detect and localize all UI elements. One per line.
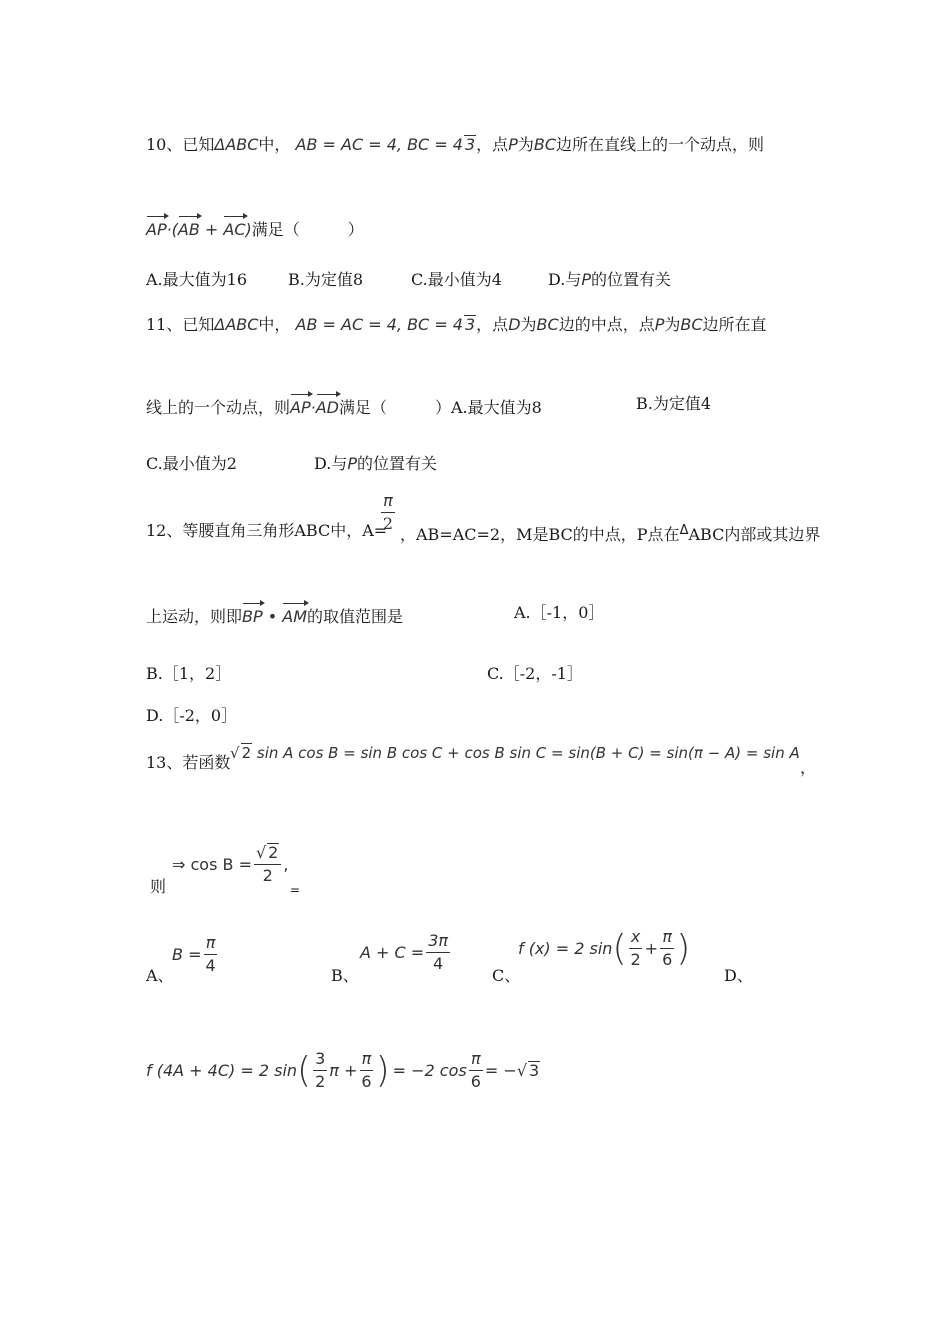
q13-implies: ⇒ cos B = $\frac{√ 2}{2}$ , bbox=[172, 843, 289, 885]
vector-AD: AD bbox=[316, 392, 339, 420]
q12-line2-pre: 上运动，则即 bbox=[146, 607, 243, 626]
q11-option-c: C.最小值为2 bbox=[146, 454, 237, 473]
q13-comma: ， bbox=[800, 758, 817, 777]
q10-option-d: D.与P的位置有关 bbox=[548, 270, 672, 289]
q10-after: ，点 bbox=[476, 135, 509, 154]
q12-mid: ，AB=AC=2，M是BC的中点，P点在 bbox=[400, 525, 680, 544]
vector-AC: AC bbox=[223, 214, 245, 242]
q13-option-b: A + C = $\frac{3\pi}{4}$ bbox=[360, 931, 448, 973]
q11-BC1: BC bbox=[536, 315, 559, 334]
q10-satisfy: 满足（ ） bbox=[251, 220, 364, 239]
q12-option-c: C.［-2，-1］ bbox=[487, 664, 583, 683]
q13-final-expression: f (4A + 4C) = 2 sin ( $\frac{3}{2}$ π + $\frac{\pi}{6}$ ) = −2 cos $\frac{\pi}{6}$ = − √ 3 bbox=[146, 1049, 540, 1091]
q11-mid: 中， bbox=[258, 315, 291, 334]
q11-condition: AB = AC = 4, BC = 4 3 bbox=[295, 315, 476, 334]
q12-line2-post: 的取值范围是 bbox=[307, 607, 404, 626]
q10-sqrt3: 3 bbox=[464, 135, 476, 154]
q10-line2 bbox=[146, 214, 364, 242]
q11-line1 bbox=[146, 313, 767, 337]
q11-D: D bbox=[508, 315, 521, 334]
q13-ze: 则 bbox=[150, 877, 167, 896]
q13-prefix: 13、若函数 bbox=[146, 753, 231, 772]
q13-option-c-label: C、 bbox=[492, 966, 521, 985]
q11-satisfy: 满足（ ）A.最大值为8 bbox=[338, 398, 542, 417]
q10-P: P bbox=[508, 135, 518, 154]
q12-prefix: 12、等腰直角三角形ABC中，A= bbox=[146, 521, 388, 540]
q10-prefix: 10、已知 bbox=[146, 135, 215, 154]
q12-line4 bbox=[146, 704, 237, 728]
q13-option-c: f (x) = 2 sin ( $\frac{x}{2}$ + $\frac{\pi}{6}$ ) bbox=[518, 927, 691, 969]
q12-line2 bbox=[146, 601, 605, 629]
q12-tail: ABC内部或其边界 bbox=[688, 525, 821, 544]
vector-AM: AM bbox=[282, 601, 307, 629]
q13-option-b-label: B、 bbox=[331, 966, 359, 985]
q13-sqrt2: 2 bbox=[241, 744, 252, 762]
q10-option-a: A.最大值为16 bbox=[146, 270, 248, 289]
q11-mid2: 边的中点，点 bbox=[558, 315, 655, 334]
q11-line2 bbox=[146, 392, 712, 420]
q11-wei2: 为 bbox=[664, 315, 681, 334]
q11-line2-pre: 线上的一个动点，则 bbox=[146, 398, 291, 417]
vector-AP-2: AP bbox=[290, 392, 311, 420]
q12-option-b: B.［1，2］ bbox=[146, 664, 232, 683]
q10-BC: BC bbox=[533, 135, 557, 154]
q11-P: P bbox=[654, 315, 665, 334]
q12-line1b bbox=[400, 519, 820, 547]
q10-line1 bbox=[146, 133, 764, 157]
q10-triangle: ΔABC bbox=[214, 135, 259, 154]
q10-wei: 为 bbox=[517, 135, 534, 154]
q13-option-a: B = $\frac{\pi}{4}$ bbox=[172, 933, 216, 975]
q10-expression: AP·(AB + AC) bbox=[146, 220, 252, 239]
q12-fraction: π 2 bbox=[382, 491, 394, 533]
q12-option-a: A.［-1，0］ bbox=[514, 603, 605, 622]
q10-option-c: C.最小值为4 bbox=[411, 270, 502, 289]
q13-option-d-label: D、 bbox=[724, 966, 753, 985]
q11-option-d: D.与P的位置有关 bbox=[314, 454, 438, 473]
q11-triangle: ΔABC bbox=[214, 315, 259, 334]
q12-option-d: D.［-2，0］ bbox=[146, 706, 238, 725]
q10-tail: 边所在直线上的一个动点，则 bbox=[556, 135, 765, 154]
q10-mid: 中， bbox=[258, 135, 291, 154]
vector-BP: BP bbox=[242, 601, 263, 629]
vector-AB: AB bbox=[178, 214, 200, 242]
q11-after: ，点 bbox=[476, 315, 509, 334]
q12-triangle-icon: Δ bbox=[679, 523, 689, 538]
q11-tail: 边所在直 bbox=[702, 315, 767, 334]
q10-condition: AB = AC = 4, BC = 4 3 bbox=[295, 135, 476, 154]
q13-equation: √ 2 sin A cos B = sin B cos C + cos B sin C = sin(B + C) = sin(π − A) = sin A bbox=[230, 744, 800, 762]
q13-line1 bbox=[146, 751, 230, 775]
q11-prefix: 11、已知 bbox=[146, 315, 215, 334]
vector-AP: AP bbox=[146, 214, 167, 242]
q13-option-a-label: A、 bbox=[146, 966, 174, 985]
q11-expression: AP·AD bbox=[290, 398, 339, 417]
q10-option-b: B.为定值8 bbox=[288, 270, 364, 289]
q13-eq-small: = bbox=[290, 883, 301, 897]
q11-BC2: BC bbox=[680, 315, 703, 334]
q11-option-b: B.为定值4 bbox=[636, 394, 712, 413]
q12-expression: BP • AM bbox=[242, 607, 307, 626]
q12-line1 bbox=[146, 519, 387, 543]
q11-wei1: 为 bbox=[520, 315, 537, 334]
